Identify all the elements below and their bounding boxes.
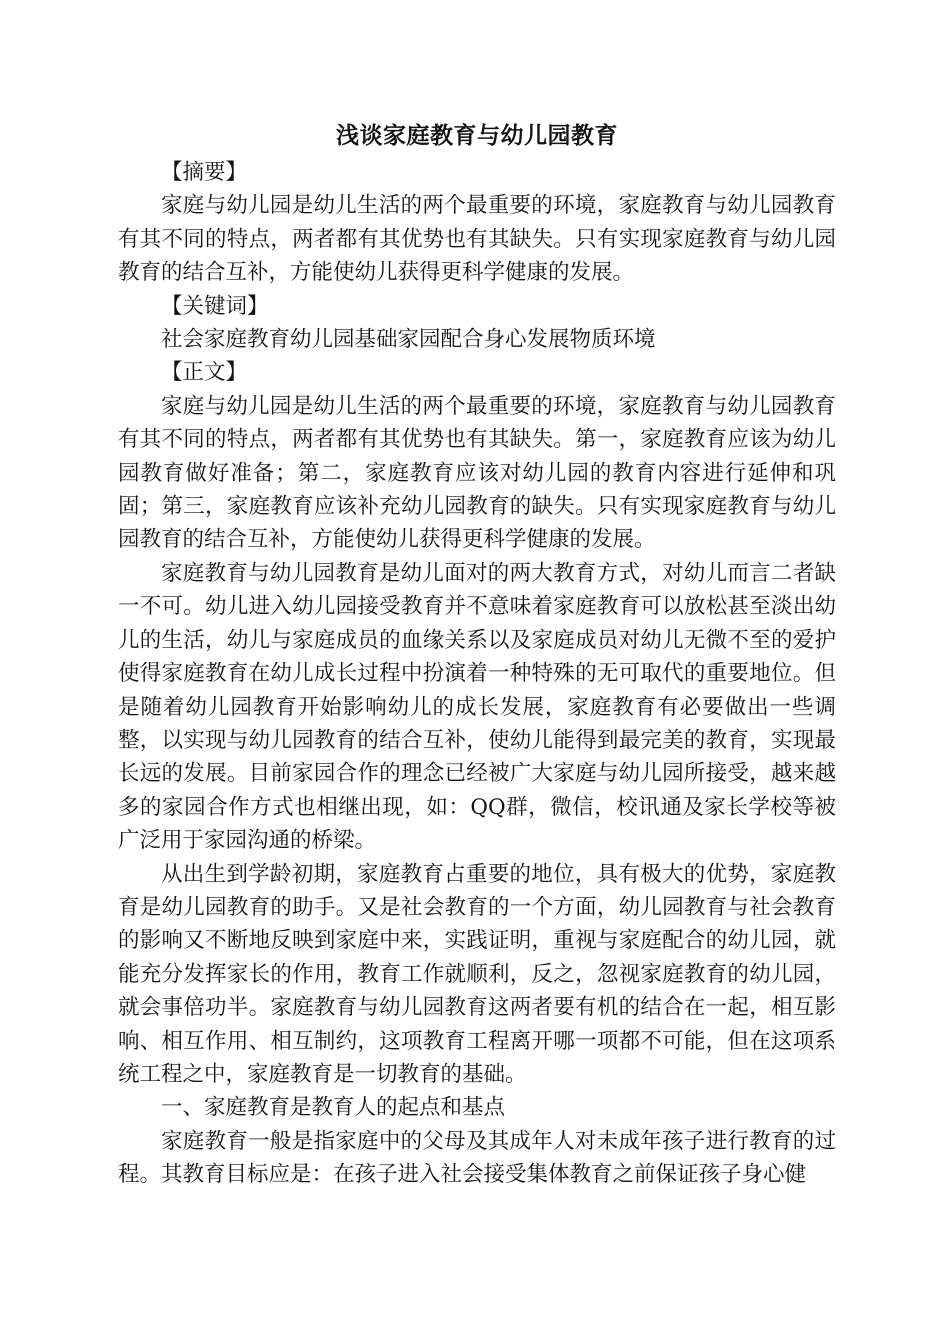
section-heading: 一、家庭教育是教育人的起点和基点 (161, 1095, 506, 1121)
document-title: 浅谈家庭教育与幼儿园教育 (336, 122, 618, 149)
abstract-paragraph: 家庭与幼儿园是幼儿生活的两个最重要的环境，家庭教育与幼儿园教育有其不同的特点，两者都有其优势也有其缺失。只有实现家庭教育与幼儿园教育的结合互补，方能使幼儿获得更科学健康的发展。 (118, 193, 836, 286)
keywords-label: 【关键词】 (161, 293, 269, 319)
body-paragraph-3: 从出生到学龄初期，家庭教育占重要的地位，具有极大的优势，家庭教育是幼儿园教育的助手。又是社会教育的一个方面，幼儿园教育与社会教育的影响又不断地反映到家庭中来，实践证明，重视与家庭配合的幼儿园，就能充分发挥家长的作用，教育工作就顺利，反之，忽视家庭教育的幼儿园，就会事倍功半。家庭教育与幼儿园教育这两者要有机的结合在一起，相互影响、相互作用、相互制约，这项教育工程离开哪一项都不可能，但在这项系统工程之中，家庭教育是一切教育的基础。 (118, 861, 836, 1087)
body-paragraph-2: 家庭教育与幼儿园教育是幼儿面对的两大教育方式，对幼儿而言二者缺一不可。幼儿进入幼儿园接受教育并不意味着家庭教育可以放松甚至淡出幼儿的生活，幼儿与家庭成员的血缘关系以及家庭成员对幼儿无微不至的爱护使得家庭教育在幼儿成长过程中扮演着一种特殊的无可取代的重要地位。但是随着幼儿园教育开始影响幼儿的成长发展，家庭教育有必要做出一些调整，以实现与幼儿园教育的结合互补，使幼儿能得到最完美的教育，实现最长远的发展。目前家园合作的理念已经被广大家庭与幼儿园所接受，越来越多的家园合作方式也相继出现，如：QQ群，微信，校讯通及家长学校等被广泛用于家园沟通的桥梁。 (118, 560, 836, 854)
body-label: 【正文】 (161, 360, 248, 386)
abstract-label: 【摘要】 (161, 160, 248, 185)
document-body (118, 116, 836, 1192)
keywords-paragraph: 社会家庭教育幼儿园基础家园配合身心发展物质环境 (161, 327, 656, 353)
body-paragraph-1: 家庭与幼儿园是幼儿生活的两个最重要的环境，家庭教育与幼儿园教育有其不同的特点，两者都有其优势也有其缺失。第一，家庭教育应该为幼儿园教育做好准备；第二，家庭教育应该对幼儿园的教育内容进行延伸和巩固；第三，家庭教育应该补充幼儿园教育的缺失。只有实现家庭教育与幼儿园教育的结合互补，方能使幼儿获得更科学健康的发展。 (118, 393, 836, 553)
section-paragraph: 家庭教育一般是指家庭中的父母及其成年人对未成年孩子进行教育的过程。其教育目标应是：在孩子进入社会接受集体教育之前保证孩子身心健 (118, 1128, 836, 1188)
